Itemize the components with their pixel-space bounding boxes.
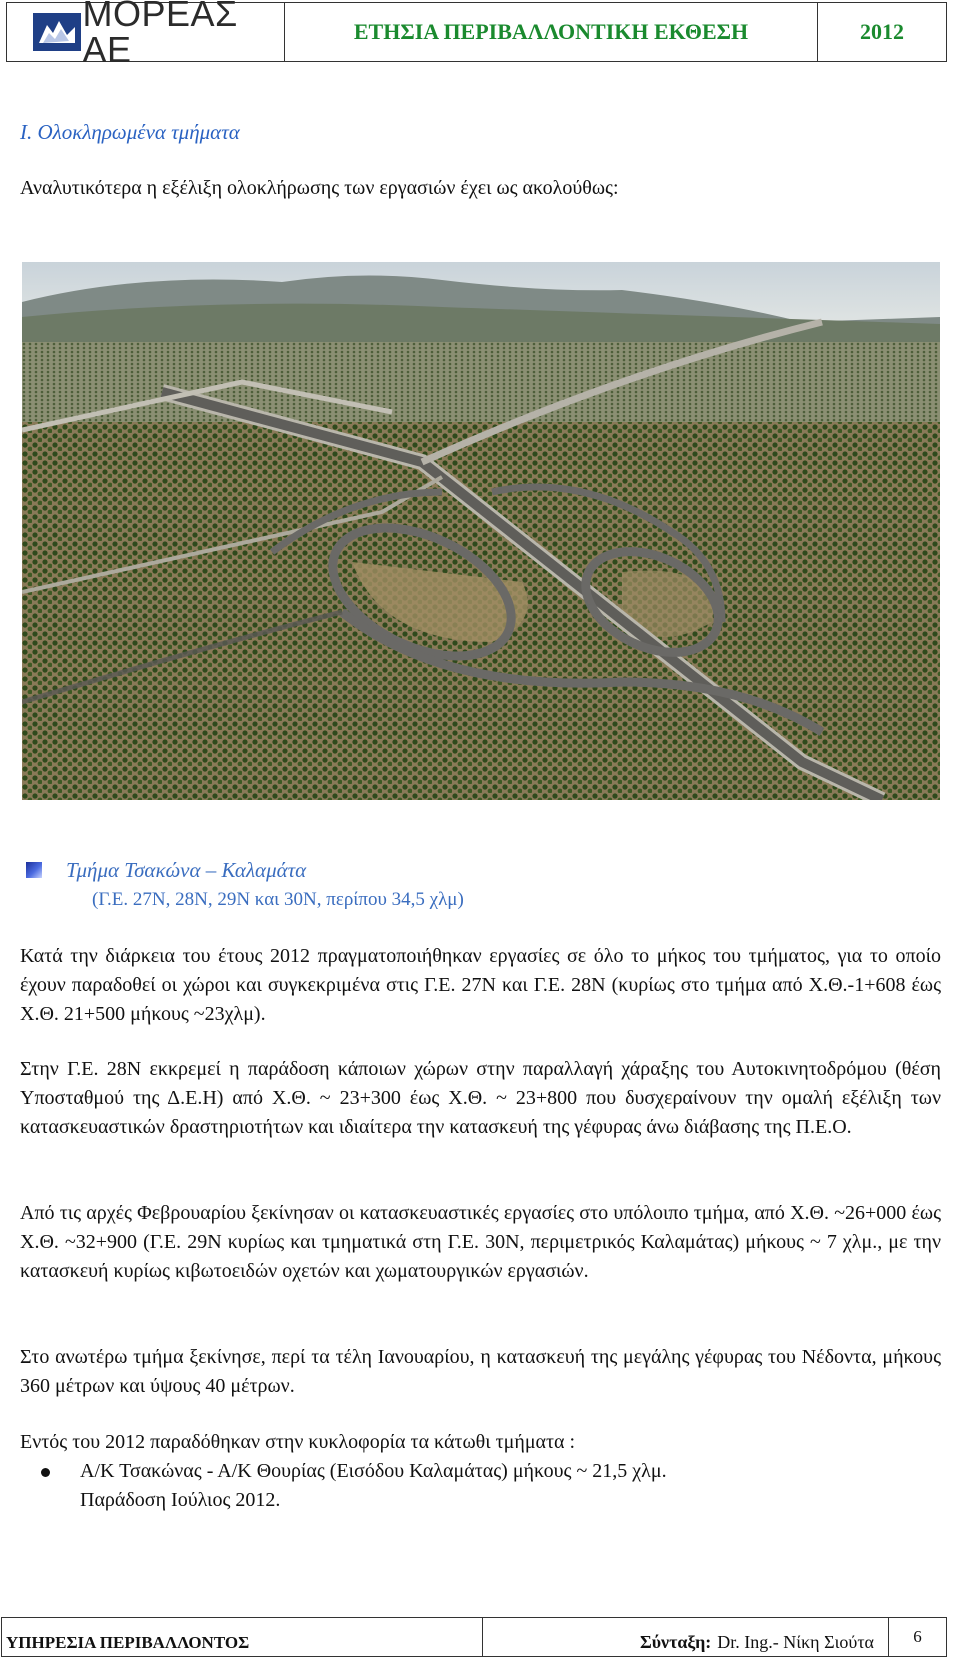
company-name: ΜΟΡΕΑΣ ΑΕ: [82, 0, 238, 70]
page-header: [6, 0, 947, 70]
page-number: 6: [913, 1627, 922, 1646]
list-item-subtext: Παράδοση Ιούλιος 2012.: [80, 1489, 281, 1511]
report-title: ΕΤΗΣΙΑ ΠΕΡΙΒΑΛΛΟΝΤΙΚΗ ΕΚΘΕΣΗ: [285, 3, 818, 61]
footer-author-name: Dr. Ing.- Νίκη Σιούτα: [717, 1632, 874, 1652]
paragraph-5: Εντός του 2012 παραδόθηκαν στην κυκλοφορία τα κάτωθι τμήματα :: [20, 1431, 576, 1453]
paragraph-2: Στην Γ.Ε. 28Ν εκκρεμεί η παράδοση κάποιων χώρων στην παραλλαγή χάραξης του Αυτοκινητοδρόμου (θέση Υποσταθμού της Δ.Ε.Η) από Χ.Θ. ~ 23+300 έως Χ.Θ. ~ 23+800 που δυσχεραίνουν την ομαλή εξέλιξη των κατασκευαστικών δραστηριοτήτων και ιδιαίτερα την κατασκευή της γέφυρας άνω διάβασης της Π.Ε.Ο.: [20, 1058, 941, 1138]
paragraph-1: Κατά την διάρκεια του έτους 2012 πραγματοποιήθηκαν εργασίες σε όλο το μήκος του τμήματος, για το οποίο έχουν παραδοθεί οι χώροι και συγκεκριμένα στις Γ.Ε. 27Ν και Γ.Ε. 28Ν (κυρίως στο τμήμα από Χ.Θ.-1+608 έως Χ.Θ. 21+500 μήκους ~23χλμ).: [20, 945, 941, 1025]
section-intro: Αναλυτικότερα η εξέλιξη ολοκλήρωσης των εργασιών έχει ως ακολούθως:: [20, 177, 619, 199]
report-year: 2012: [860, 19, 904, 44]
bullet-dot-icon: [20, 1457, 80, 1515]
list-item-text: Α/Κ Τσακώνας - Α/Κ Θουρίας (Εισόδου Καλαμάτας) μήκους ~ 21,5 χλμ.: [80, 1460, 667, 1482]
company-logo: [7, 0, 285, 70]
list-item: [20, 1457, 941, 1515]
footer-author: [483, 1618, 889, 1656]
delivered-sections-list: [20, 1457, 941, 1515]
logo-emblem-icon: [33, 13, 78, 51]
section-title: I. Ολοκληρωμένα τμήματα: [20, 120, 240, 144]
square-bullet-icon: [26, 862, 42, 878]
paragraph-3: Από τις αρχές Φεβρουαρίου ξεκίνησαν οι κατασκευαστικές εργασίες στο υπόλοιπο τμήμα, από Χ.Θ. ~26+000 έως Χ.Θ. ~32+900 (Γ.Ε. 29Ν κυρίως και τμηματικά στη Γ.Ε. 30Ν, περιμετρικός Καλαμάτας) μήκους ~ 7 χλμ., με την κατασκευή κυρίως κιβωτοειδών οχετών και χωματουργικών εργασιών.: [20, 1202, 941, 1282]
page-footer: [1, 1617, 947, 1657]
paragraph-4: Στο ανωτέρω τμήμα ξεκίνησε, περί τα τέλη Ιανουαρίου, η κατασκευή της μεγάλης γέφυρας του Νέδοντα, μήκους 360 μέτρων και ύψους 40 μέτρων.: [20, 1346, 941, 1397]
footer-department: ΥΠΗΡΕΣΙΑ ΠΕΡΙΒΑΛΛΟΝΤΟΣ: [2, 1618, 483, 1656]
subsection-note: (Γ.Ε. 27Ν, 28Ν, 29Ν και 30Ν, περίπου 34,5 χλμ): [92, 889, 464, 910]
aerial-photo: [22, 262, 940, 800]
subsection-title: Τμήμα Τσακώνα – Καλαμάτα: [66, 858, 307, 882]
footer-author-label: Σύνταξη:: [639, 1632, 712, 1652]
